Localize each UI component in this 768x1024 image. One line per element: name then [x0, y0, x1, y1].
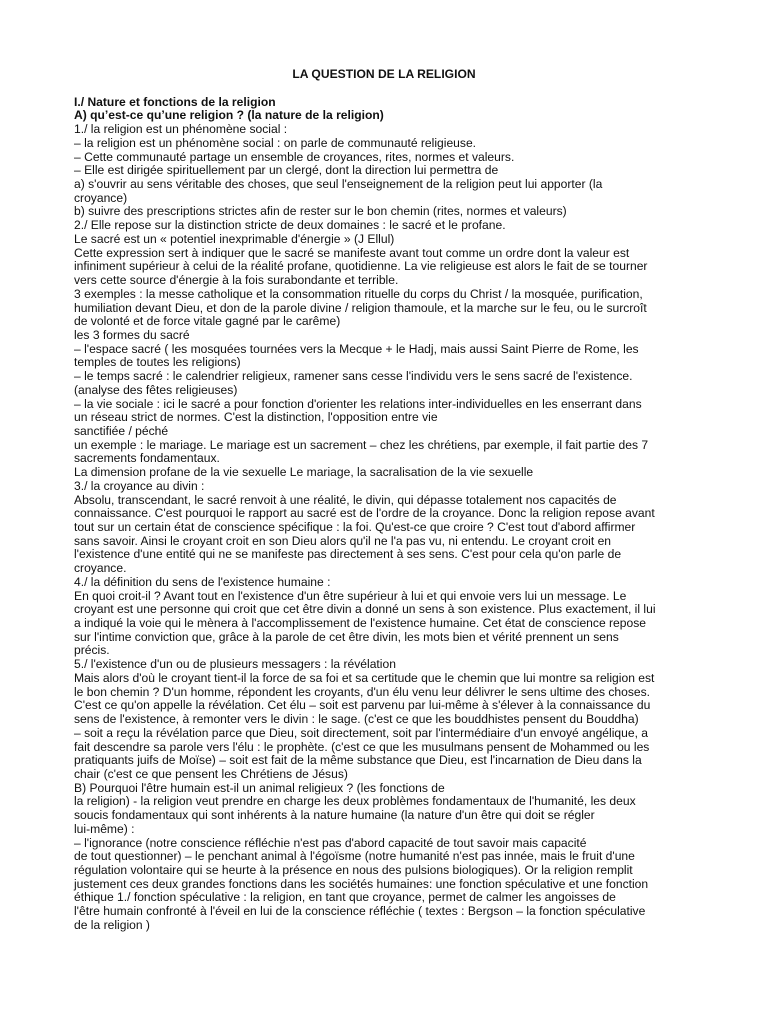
text-line: pratiquants juifs de Moïse) – soit est fait de la même substance que Dieu, est l'incarnation de Dieu dans la — [74, 753, 642, 768]
text-line: – le temps sacré : le calendrier religieux, ramener sans cesse l'individu vers le sens sacré de l'existence. — [74, 369, 633, 384]
text-line: sans savoir. Ainsi le croyant croit en son Dieu alors qu'il ne l'a pas vu, ni entendu. Le croyant croit en — [74, 533, 612, 548]
text-line: un exemple : le mariage. Le mariage est un sacrement – chez les chrétiens, par exemple, il fait partie des 7 — [74, 437, 649, 452]
text-line: la religion) - la religion veut prendre en charge les deux problèmes fondamentaux de l'humanité, les deux — [74, 794, 636, 809]
text-line: C'est ce qu'on appelle la révélation. Cet élu – soit est parvenu par lui-même à s'élever à la connaissance du — [74, 698, 651, 713]
section-heading: A) qu’est-ce qu’une religion ? (la nature de la religion) — [74, 108, 384, 123]
text-line: 1./ la religion est un phénomène social : — [74, 122, 288, 137]
text-line: un réseau strict de normes. C'est la distinction, l'opposition entre vie — [74, 410, 438, 425]
text-line: En quoi croit-il ? Avant tout en l'existence d'un être supérieur à lui et qui envoie vers lui un message. Le — [74, 588, 627, 603]
text-line: fait descendre sa parole vers l'élu : le prophète. (c'est ce que les musulmans pensent de Mohammed ou les — [74, 739, 650, 754]
text-line: Cette expression sert à indiquer que le sacré se manifeste avant tout comme un ordre dont la valeur est — [74, 245, 630, 260]
text-line: sur l'intime conviction que, grâce à la parole de cet être divin, les mots bien et vérité prennent un sens — [74, 629, 619, 644]
text-line: – l'espace sacré ( les mosquées tournées vers la Mecque + le Hadj, mais aussi Saint Pierre de Rome, les — [74, 341, 639, 356]
text-line: les 3 formes du sacré — [74, 327, 190, 342]
text-line: humiliation devant Dieu, et don de la parole divine / religion thamoule, et la marche sur le feu, ou le surcroît — [74, 300, 647, 315]
text-line: tout sur un certain état de conscience spécifique : la foi. Qu'est-ce que croire ? C'est tout d'abord affirmer — [74, 520, 636, 534]
text-line: B) Pourquoi l'être humain est-il un animal religieux ? (les fonctions de — [74, 780, 445, 795]
text-line: connaissance. C'est pourquoi le rapport au sacré est de l'ordre de la croyance. Donc la religion repose avant — [74, 506, 655, 521]
document-title: LA QUESTION DE LA RELIGION — [292, 67, 476, 81]
text-line: croyance. — [74, 561, 127, 576]
text-line: Absolu, transcendant, le sacré renvoit à une réalité, le divin, qui dépasse totalement nos capacités de — [74, 492, 617, 507]
text-line: – Cette communauté partage un ensemble de croyances, rites, normes et valeurs. — [74, 149, 515, 164]
text-line: – soit a reçu la révélation parce que Dieu, soit directement, soit par l'intermédiaire d'un envoyé angélique, a — [74, 725, 649, 740]
text-line: 5./ l'existence d'un ou de plusieurs messagers : la révélation — [74, 657, 396, 672]
text-line: soucis fondamentaux qui sont inhérents à la nature humaine (la nature d'un être qui doit se régler — [74, 808, 595, 823]
text-line: chair (c'est ce que pensent les Chrétiens de Jésus) — [74, 766, 348, 781]
text-line: – la vie sociale : ici le sacré a pour fonction d'orienter les relations inter-individuelles en les enserrant dans — [74, 396, 642, 411]
text-line: de la religion ) — [74, 917, 150, 932]
text-line: 3./ la croyance au divin : — [74, 478, 205, 493]
text-line: de volonté et de force vitale gagné par le carême) — [74, 314, 341, 329]
text-line: croyance) — [74, 190, 128, 205]
document-page — [74, 68, 694, 933]
text-line: La dimension profane de la vie sexuelle Le mariage, la sacralisation de la vie sexuelle — [74, 465, 534, 480]
text-line: vers cette source d'énergie à la fois surabondante et terrible. — [74, 273, 399, 288]
text-line: a) s'ouvrir au sens véritable des choses, que seul l'enseignement de la religion peut lui apporter (la — [74, 177, 603, 192]
document-body — [74, 96, 694, 933]
text-line: sens de l'existence, à remonter vers le divin : le sage. (c'est ce que les bouddhistes pensent du Bouddha) — [74, 712, 639, 727]
text-line: justement ces deux grandes fonctions dans les sociétés humaines: une fonction spéculative et une fonction — [74, 876, 649, 891]
text-line: temples de toutes les religions) — [74, 355, 241, 370]
text-line: précis. — [74, 643, 110, 658]
text-line: lui-même) : — [74, 821, 135, 836]
text-line: – l'ignorance (notre conscience réfléchie n'est pas d'abord capacité de tout savoir mais capacité — [74, 835, 587, 850]
text-line: infiniment supérieur à celui de la réalité profane, quotidienne. La vie religieuse est alors le fait de se tourner — [74, 259, 648, 274]
text-line: le bon chemin ? D'un homme, répondent les croyants, d'un élu venu leur délivrer le sens ultime des choses. — [74, 684, 651, 699]
text-line: l'existence d'une entité qui ne se manifeste pas directement à ses sens. C'est pour cela qu'on parle de — [74, 547, 622, 562]
text-line: Mais alors d'où le croyant tient-il la force de sa foi et sa certitude que le chemin que lui montre sa religion est — [74, 670, 655, 685]
text-line: 3 exemples : la messe catholique et la consommation rituelle du corps du Christ / la mosquée, purification, — [74, 286, 643, 301]
text-line: sacrements fondamentaux. — [74, 451, 220, 466]
text-line: (analyse des fêtes religieuses) — [74, 382, 238, 397]
text-line: – Elle est dirigée spirituellement par un clergé, dont la direction lui permettra de — [74, 163, 499, 178]
text-line: l'être humain confronté à l'éveil en lui de la conscience réfléchie ( textes : Bergson – la fonction spéculative — [74, 904, 646, 919]
text-line: – la religion est un phénomène social : on parle de communauté religieuse. — [74, 135, 477, 150]
text-line: régulation volontaire qui se heurte à la présence en nous des pulsions biologiques). Or la religion remplit — [74, 862, 633, 877]
text-line: b) suivre des prescriptions strictes afin de rester sur le bon chemin (rites, normes et valeurs) — [74, 204, 567, 219]
text-line: éthique 1./ fonction spéculative : la religion, en tant que croyance, permet de calmer les angoisses de — [74, 890, 616, 905]
text-line: Le sacré est un « potentiel inexprimable d'énergie » (J Ellul) — [74, 231, 395, 246]
text-line: 2./ Elle repose sur la distinction stricte de deux domaines : le sacré et le profane. — [74, 218, 506, 233]
text-line: a indiqué la voie qui le mènera à l'accomplissement de l'existence humaine. Cet état de conscience repose — [74, 616, 647, 631]
text-line: croyant est une personne qui croit que cet être divin a donné un sens à son existence. Plus exactement, il lui — [74, 602, 656, 617]
section-heading: I./ Nature et fonctions de la religion — [74, 94, 276, 109]
text-line: sanctifiée / péché — [74, 423, 169, 438]
text-line: de tout questionner) – le penchant animal à l'égoïsme (notre humanité n'est pas innée, mais le fruit d'une — [74, 849, 635, 864]
text-line: 4./ la définition du sens de l'existence humaine : — [74, 574, 331, 589]
